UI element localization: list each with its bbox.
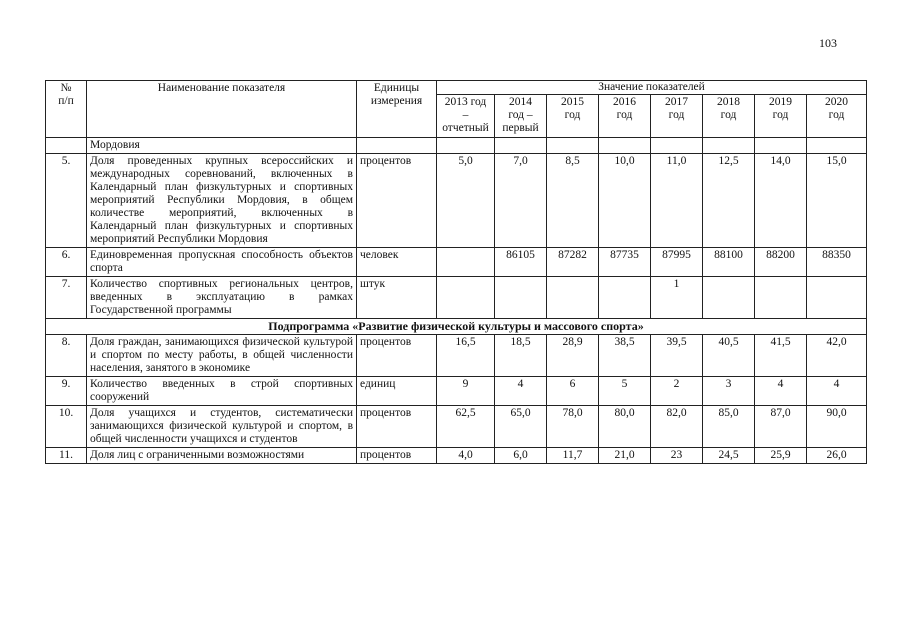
indicator-value: 14,0 [755, 154, 807, 248]
table-row [46, 277, 867, 319]
header-values: Значение показателей [437, 81, 867, 95]
header-year-2015: 2015 год [547, 95, 599, 138]
indicator-value: 6,0 [495, 448, 547, 464]
row-number: 11. [46, 448, 87, 464]
subprogram-row [46, 319, 867, 335]
indicator-value: 87,0 [755, 406, 807, 448]
indicator-value: 85,0 [703, 406, 755, 448]
indicator-value [437, 248, 495, 277]
indicator-unit: штук [357, 277, 437, 319]
table-row [46, 448, 867, 464]
row-number: 7. [46, 277, 87, 319]
row-number: 6. [46, 248, 87, 277]
page-number: 103 [819, 36, 837, 50]
indicator-value: 6 [547, 377, 599, 406]
indicator-value [495, 277, 547, 319]
header-row [46, 81, 867, 95]
indicator-value [703, 277, 755, 319]
indicator-name: Количество введенных в строй спортивных сооружений [87, 377, 357, 406]
indicator-value: 28,9 [547, 335, 599, 377]
table-row [46, 248, 867, 277]
indicator-name: Доля граждан, занимающихся физической культурой и спортом по месту работы, в общей численности населения, занятого в экономике [87, 335, 357, 377]
table-row [46, 154, 867, 248]
indicator-value: 16,5 [437, 335, 495, 377]
indicator-value: 87995 [651, 248, 703, 277]
row-number: 5. [46, 154, 87, 248]
header-no: № п/п [46, 81, 87, 138]
header-year-2017: 2017 год [651, 95, 703, 138]
indicator-value: 38,5 [599, 335, 651, 377]
indicator-name: Количество спортивных региональных центров, введенных в эксплуатацию в рамках Государственной программы [87, 277, 357, 319]
indicator-value: 2 [651, 377, 703, 406]
indicator-value: 86105 [495, 248, 547, 277]
indicator-value: 82,0 [651, 406, 703, 448]
subprogram-title: Подпрограмма «Развитие физической культуры и массового спорта» [46, 319, 867, 335]
indicator-value: 12,5 [703, 154, 755, 248]
indicator-value: 88200 [755, 248, 807, 277]
indicator-value [437, 277, 495, 319]
indicator-value: 25,9 [755, 448, 807, 464]
row-name-cell: Мордовия [87, 138, 357, 154]
indicator-value: 23 [651, 448, 703, 464]
indicators-table [45, 80, 867, 464]
row-number: 10. [46, 406, 87, 448]
indicator-value: 11,7 [547, 448, 599, 464]
header-year-2019: 2019 год [755, 95, 807, 138]
indicator-name: Доля проведенных крупных всероссийских и международных соревнований, включенных в Календарный план физкультурных и спортивных мероприятий Республики Мордовия, в общем количестве мероприятий, включенных в Календарный план физкультурных и спортивных мероприятий Республики Мордовия [87, 154, 357, 248]
header-year-2016: 2016 год [599, 95, 651, 138]
row-no-cell [46, 138, 87, 154]
table-row [46, 406, 867, 448]
header-unit: Единицы измерения [357, 81, 437, 138]
indicator-value: 24,5 [703, 448, 755, 464]
indicator-value [807, 277, 867, 319]
indicator-name: Единовременная пропускная способность объектов спорта [87, 248, 357, 277]
indicator-value: 90,0 [807, 406, 867, 448]
indicator-value: 42,0 [807, 335, 867, 377]
indicator-unit: человек [357, 248, 437, 277]
indicator-value: 88350 [807, 248, 867, 277]
table-row [46, 377, 867, 406]
indicator-value: 87282 [547, 248, 599, 277]
indicator-value: 39,5 [651, 335, 703, 377]
indicator-value: 4 [495, 377, 547, 406]
indicator-value: 4 [807, 377, 867, 406]
indicator-value: 26,0 [807, 448, 867, 464]
indicator-value: 80,0 [599, 406, 651, 448]
indicator-unit: единиц [357, 377, 437, 406]
indicator-value: 1 [651, 277, 703, 319]
indicator-unit: процентов [357, 448, 437, 464]
indicator-value: 7,0 [495, 154, 547, 248]
indicator-value [755, 277, 807, 319]
row-number: 8. [46, 335, 87, 377]
indicator-unit: процентов [357, 406, 437, 448]
header-year-2013: 2013 год – отчетный [437, 95, 495, 138]
indicator-value: 87735 [599, 248, 651, 277]
indicator-value: 11,0 [651, 154, 703, 248]
indicator-value: 40,5 [703, 335, 755, 377]
table-row [46, 335, 867, 377]
indicator-value: 78,0 [547, 406, 599, 448]
header-year-2020: 2020 год [807, 95, 867, 138]
indicator-value [547, 277, 599, 319]
indicator-value: 3 [703, 377, 755, 406]
indicator-value: 88100 [703, 248, 755, 277]
indicator-value: 8,5 [547, 154, 599, 248]
indicator-value: 9 [437, 377, 495, 406]
indicator-value: 4 [755, 377, 807, 406]
table-row-continuation [46, 138, 867, 154]
indicator-value: 41,5 [755, 335, 807, 377]
indicator-name: Доля учащихся и студентов, систематически занимающихся физической культурой и спортом, в общей численности учащихся и студентов [87, 406, 357, 448]
indicator-value: 65,0 [495, 406, 547, 448]
indicator-value: 5,0 [437, 154, 495, 248]
indicator-value: 62,5 [437, 406, 495, 448]
indicator-value: 21,0 [599, 448, 651, 464]
row-unit-cell [357, 138, 437, 154]
indicator-value: 10,0 [599, 154, 651, 248]
indicator-unit: процентов [357, 154, 437, 248]
row-number: 9. [46, 377, 87, 406]
indicator-value: 4,0 [437, 448, 495, 464]
header-year-2014: 2014 год – первый [495, 95, 547, 138]
indicator-name: Доля лиц с ограниченными возможностями [87, 448, 357, 464]
indicator-unit: процентов [357, 335, 437, 377]
header-name: Наименование показателя [87, 81, 357, 138]
indicator-value [599, 277, 651, 319]
indicator-value: 18,5 [495, 335, 547, 377]
indicator-value: 5 [599, 377, 651, 406]
indicator-value: 15,0 [807, 154, 867, 248]
header-year-2018: 2018 год [703, 95, 755, 138]
